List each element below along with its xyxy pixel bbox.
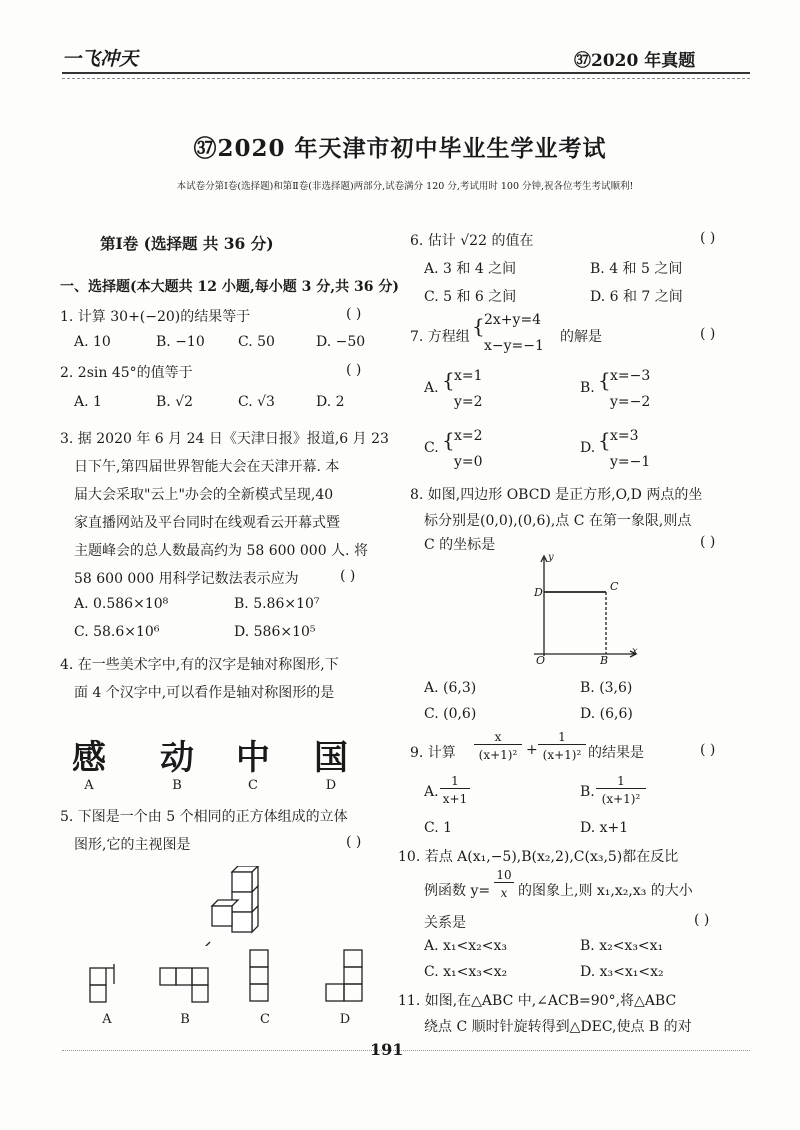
q8-option-d: D. (6,6) (580, 706, 633, 722)
q5-line-2: 图形,它的主视图是 (74, 837, 191, 853)
q4-label-d: D (325, 778, 337, 793)
q8-line-3: C 的坐标是 (424, 537, 496, 553)
q9-num-1: x (474, 730, 522, 745)
q5-paren: ( ) (346, 834, 362, 850)
q8-option-c: C. (0,6) (424, 706, 477, 722)
q7-option-a-brace: { (442, 368, 455, 392)
q7-option-c-y: y=0 (454, 454, 483, 470)
q9-option-d: D. x+1 (580, 820, 629, 836)
q7-option-b-x: x=−3 (610, 368, 651, 384)
q7-option-d-x: x=3 (610, 428, 639, 444)
q10-option-d: D. x₃<x₁<x₂ (580, 964, 664, 980)
q7-option-d-brace: { (598, 428, 611, 452)
q2-option-a: A. 1 (74, 394, 102, 410)
q4-label-c: C (248, 778, 258, 793)
q3-line-2: 日下午,第四届世界智能大会在天津开幕. 本 (74, 459, 340, 475)
q9-pre: 9. 计算 (410, 745, 456, 761)
q5-label-c: C (260, 1012, 270, 1027)
q4-char-b: 动 (160, 738, 194, 778)
q8-axis-x: x (632, 646, 638, 657)
q10-frac-den: x (500, 886, 508, 900)
q11-line-2: 绕点 C 顺时针旋转得到△DEC,使点 B 的对 (424, 1019, 692, 1035)
q6-option-d: D. 6 和 7 之间 (590, 289, 683, 305)
q6-stem: 6. 估计 √22 的值在 (410, 233, 534, 249)
q8-label-b: B (600, 654, 609, 667)
q3-paren: ( ) (340, 568, 356, 584)
q7-option-a-x: x=1 (454, 368, 483, 384)
q7-option-a-y: y=2 (454, 394, 483, 410)
section-heading: 第Ⅰ卷 (选择题 共 36 分) (100, 234, 274, 253)
q3-option-c: C. 58.6×10⁶ (74, 624, 160, 640)
q3-line-3: 届大会采取"云上"办会的全新模式呈现,40 (74, 487, 334, 503)
q9-plus: + (526, 742, 538, 758)
q9-tail: 的结果是 (588, 745, 644, 761)
q9-option-b-label: B. (580, 784, 595, 800)
q7-option-b-brace: { (598, 368, 611, 392)
q10-option-b: B. x₂<x₃<x₁ (580, 938, 664, 954)
exam-title: ㊲2020 年天津市初中毕业生学业考试 (193, 135, 607, 162)
q8-label-d: D (534, 586, 543, 599)
q5-view-c (246, 946, 286, 1006)
q9-option-a-label: A. (424, 784, 439, 800)
q9-option-b-den: (x+1)² (601, 792, 641, 806)
q7-stem: 7. 方程组 (410, 329, 470, 345)
q1-option-a: A. 10 (74, 334, 111, 350)
q3-line-1: 3. 据 2020 年 6 月 24 日《天津日报》报道,6 月 23 (60, 431, 389, 447)
q2-option-b: B. √2 (156, 394, 194, 410)
q9-option-a-num: 1 (440, 774, 470, 789)
q8-paren: ( ) (700, 534, 716, 550)
q6-paren: ( ) (700, 230, 716, 246)
q10-line-3: 关系是 (424, 915, 466, 931)
q5-label-d: D (339, 1012, 351, 1027)
q7-option-d-label: D. (580, 440, 596, 456)
q1-stem: 1. 计算 30+(−20)的结果等于 (60, 309, 251, 325)
q4-label-b: B (172, 778, 182, 793)
q9-den-1: (x+1)² (478, 748, 518, 762)
q5-line-1: 5. 下图是一个由 5 个相同的正方体组成的立体 (60, 809, 348, 825)
q4-line-1: 4. 在一些美术字中,有的汉字是轴对称图形,下 (60, 657, 339, 673)
q6-option-c: C. 5 和 6 之间 (424, 289, 517, 305)
q7-paren: ( ) (700, 326, 716, 342)
q5-view-b (156, 960, 216, 1004)
q4-char-d: 国 (314, 738, 348, 778)
q8-line-2: 标分别是(0,0),(0,6),点 C 在第一象限,则点 (424, 513, 692, 529)
q2-option-d: D. 2 (316, 394, 345, 410)
q5-label-a: A (102, 1012, 112, 1027)
q4-char-a: 感 (72, 738, 106, 778)
q10-option-c: C. x₁<x₃<x₂ (424, 964, 508, 980)
q9-option-c: C. 1 (424, 820, 453, 836)
square-coordinate-figure (526, 552, 646, 670)
q7-option-c-x: x=2 (454, 428, 483, 444)
cube-solid-figure (200, 866, 270, 946)
q7-eq-1: 2x+y=4 (484, 312, 542, 328)
q7-option-b-y: y=−2 (610, 394, 651, 410)
q8-label-c: C (610, 580, 619, 593)
q6-option-a: A. 3 和 4 之间 (424, 261, 517, 277)
q7-option-b-label: B. (580, 380, 595, 396)
q9-option-a-den: x+1 (442, 792, 468, 806)
q7-option-c-brace: { (442, 428, 455, 452)
q10-option-a: A. x₁<x₂<x₃ (424, 938, 507, 954)
page-number: 191 (370, 1040, 404, 1059)
q3-line-6: 58 600 000 用科学记数法表示应为 (74, 571, 299, 587)
q1-option-c: C. 50 (238, 334, 275, 350)
q9-paren: ( ) (700, 742, 716, 758)
q9-den-2: (x+1)² (542, 748, 582, 762)
q3-option-d: D. 586×10⁵ (234, 624, 316, 640)
q1-option-d: D. −50 (316, 334, 366, 350)
q7-tail: 的解是 (560, 329, 602, 345)
q3-line-5: 主题峰会的总人数最高约为 58 600 000 人. 将 (74, 543, 368, 559)
q8-option-b: B. (3,6) (580, 680, 633, 696)
q5-view-d (322, 946, 372, 1006)
q8-line-1: 8. 如图,四边形 OBCD 是正方形,O,D 两点的坐 (410, 487, 703, 503)
q7-option-d-y: y=−1 (610, 454, 651, 470)
header-dotted-rule (62, 78, 750, 79)
q2-paren: ( ) (346, 362, 362, 378)
q8-label-o: O (536, 654, 546, 667)
q2-stem: 2. 2sin 45°的值等于 (60, 365, 193, 381)
header-rule (62, 72, 750, 74)
q4-label-a: A (84, 778, 94, 793)
q4-line-2: 面 4 个汉字中,可以看作是轴对称图形的是 (74, 685, 335, 701)
q6-option-b: B. 4 和 5 之间 (590, 261, 683, 277)
q7-brace: { (472, 314, 485, 338)
footer-rule (62, 1050, 750, 1051)
q7-eq-2: x−y=−1 (484, 338, 544, 354)
q7-option-a-label: A. (424, 380, 439, 396)
q3-line-4: 家直播网站及平台同时在线观看云开幕式暨 (74, 515, 340, 531)
q2-option-c: C. √3 (238, 394, 275, 410)
q10-frac-num: 10 (494, 868, 514, 883)
q8-axis-y: y (548, 552, 554, 563)
section-part: 一、选择题(本大题共 12 小题,每小题 3 分,共 36 分) (60, 279, 399, 295)
q7-option-c-label: C. (424, 440, 439, 456)
q10-line-1: 10. 若点 A(x₁,−5),B(x₂,2),C(x₃,5)都在反比 (398, 849, 679, 865)
q4-char-c: 中 (236, 738, 270, 778)
q3-option-a: A. 0.586×10⁸ (74, 596, 169, 612)
q10-paren: ( ) (694, 912, 710, 928)
exam-instructions: 本试卷分第Ⅰ卷(选择题)和第Ⅱ卷(非选择题)两部分,试卷满分 120 分,考试用时 100 分钟,祝各位考生考试顺利! (176, 181, 634, 192)
q5-label-b: B (180, 1012, 190, 1027)
q5-view-a (86, 960, 126, 1004)
q1-option-b: B. −10 (156, 334, 205, 350)
q9-option-b-num: 1 (596, 774, 646, 789)
q10-line-2b: 的图象上,则 x₁,x₂,x₃ 的大小 (518, 883, 693, 899)
q10-line-2a: 例函数 y= (424, 883, 491, 899)
q3-option-b: B. 5.86×10⁷ (234, 596, 320, 612)
header-tag: ㊲2020 年真题 (574, 51, 696, 71)
q9-num-2: 1 (538, 730, 586, 745)
q1-paren: ( ) (346, 306, 362, 322)
q8-option-a: A. (6,3) (424, 680, 477, 696)
q11-line-1: 11. 如图,在△ABC 中,∠ACB=90°,将△ABC (398, 993, 677, 1009)
header-brand: 一飞冲天 (62, 48, 139, 70)
